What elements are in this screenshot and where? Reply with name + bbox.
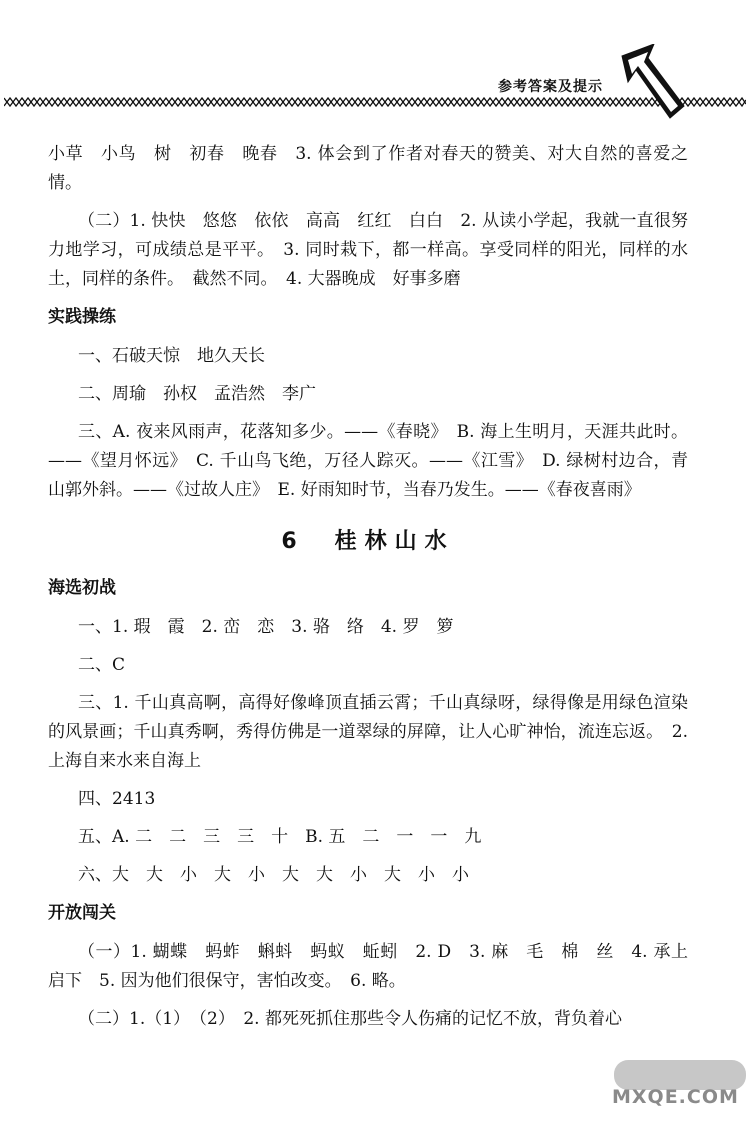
section-heading-first: 海选初战 xyxy=(48,578,116,598)
section-heading-open: 开放闯关 xyxy=(48,903,116,923)
up-left-arrow-icon xyxy=(618,44,688,124)
answer-line: 一、1. 瑕 霞 2. 峦 恋 3. 骆 络 4. 罗 箩 xyxy=(78,617,454,637)
answer-line: 四、2413 xyxy=(78,789,156,809)
watermark-text: MXQE.COM xyxy=(612,1086,739,1108)
answer-line: 三、A. 夜来风雨声，花落知多少。——《春晓》 B. 海上生明月，天涯共此时。——《望月怀远》 C. 千山鸟飞绝，万径人踪灭。——《江雪》 D. 绿树村边合，青山郭外斜。——《过故人庄》 E. 好雨知时节，当春乃发生。——《春夜喜雨》 xyxy=(48,422,688,500)
answer-line: 二、C xyxy=(78,655,126,675)
answer-line: 六、大 大 小 大 小 大 大 小 大 小 小 xyxy=(78,865,469,885)
answer-line: 三、1. 千山真高啊，高得好像峰顶直插云霄；千山真绿呀，绿得像是用绿色渲染的风景画；千山真秀啊，秀得仿佛是一道翠绿的屏障，让人心旷神怡，流连忘返。 2. 上海自来水来自海上 xyxy=(48,693,688,771)
answer-line: 五、A. 二 二 三 三 十 B. 五 二 一 一 九 xyxy=(78,827,482,847)
answer-line: （一）1. 蝴蝶 蚂蚱 蝌蚪 蚂蚁 蚯蚓 2. D 3. 麻 毛 棉 丝 4. 承上启下 5. 因为他们很保守，害怕改变。 6. 略。 xyxy=(48,942,688,991)
answer-line: （二）1.（1） （2） 2. 都死死抓住那些令人伤痛的记忆不放，背负着心 xyxy=(78,1009,622,1029)
header-label: 参考答案及提示 xyxy=(498,79,603,95)
answer-line: 一、石破天惊 地久天长 xyxy=(78,346,265,366)
paragraph: 小草 小鸟 树 初春 晚春 3. 体会到了作者对春天的赞美、对大自然的喜爱之情。 xyxy=(48,144,688,193)
answer-line: 二、周瑜 孙权 孟浩然 李广 xyxy=(78,384,316,404)
answer-content xyxy=(48,140,688,1043)
lesson-title: 6 桂林山水 xyxy=(281,529,455,554)
section-heading-practice: 实践操练 xyxy=(48,307,116,327)
paragraph: （二）1. 快快 悠悠 依依 高高 红红 白白 2. 从读小学起，我就一直很努力地学习，可成绩总是平平。 3. 同时栽下，都一样高。享受同样的阳光，同样的水土，同样的条件。 截然不同。 4. 大器晚成 好事多磨 xyxy=(48,211,688,289)
